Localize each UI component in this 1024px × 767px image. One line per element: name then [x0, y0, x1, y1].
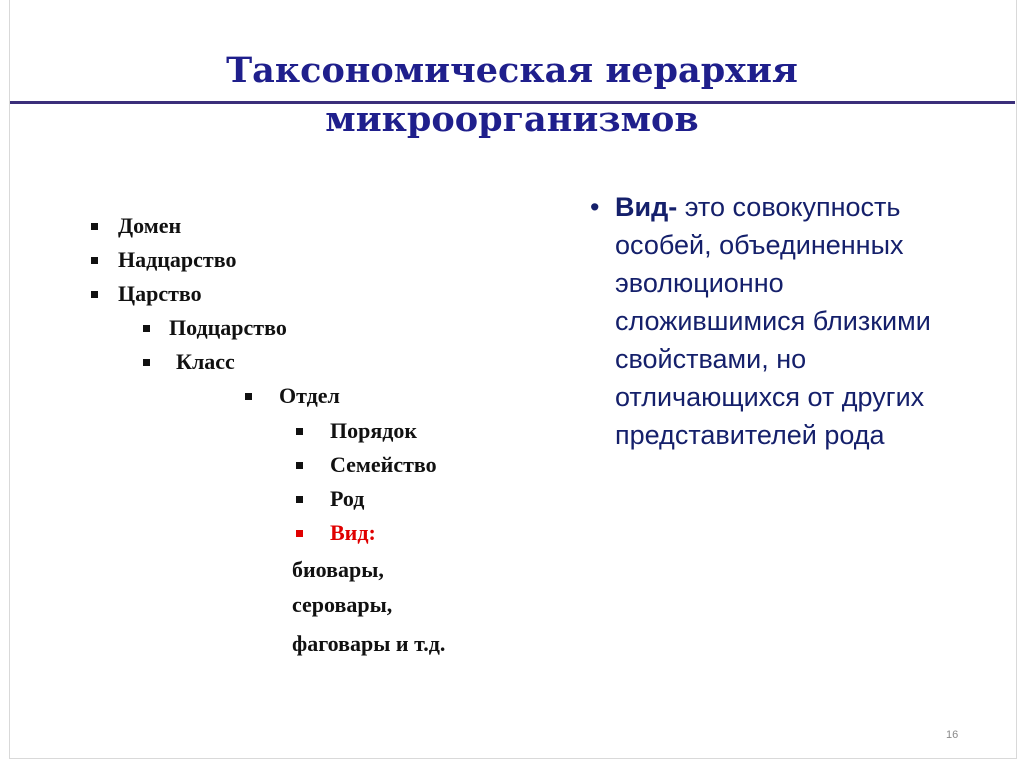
species-subtype: фаговары и т.д. [292, 631, 446, 656]
bullet-icon [296, 496, 303, 503]
taxonomy-item-subkingdom: Подцарство [169, 315, 287, 340]
bullet-icon: • [590, 192, 600, 222]
species-subtype: серовары, [292, 592, 393, 617]
taxonomy-item-class: Класс [176, 349, 235, 374]
taxonomy-item-species: Вид: [330, 520, 376, 545]
definition-term: Вид- [615, 192, 678, 222]
taxonomy-item-domain: Домен [118, 213, 182, 238]
bullet-icon [245, 393, 252, 400]
definition-text [615, 188, 970, 454]
slide-title-line-2: микроорганизмов [325, 99, 699, 140]
bullet-icon [296, 428, 303, 435]
bullet-icon [91, 223, 98, 230]
bullet-icon [296, 530, 303, 537]
taxonomy-item-order: Порядок [330, 418, 418, 443]
definition-body: это совокупность особей, объединенных эволюционно сложившимися близкими свойствами, но отличающихся от других представителей рода [615, 192, 931, 450]
taxonomy-item-superkingdom: Надцарство [118, 247, 237, 272]
taxonomy-item-family: Семейство [330, 452, 437, 477]
page-number: 16 [946, 729, 959, 741]
bullet-icon [91, 291, 98, 298]
taxonomy-item-genus: Род [330, 486, 365, 511]
bullet-icon [296, 462, 303, 469]
taxonomy-item-division: Отдел [279, 383, 340, 408]
taxonomy-item-kingdom: Царство [118, 281, 202, 306]
species-subtype: биовары, [292, 557, 384, 582]
bullet-icon [143, 359, 150, 366]
slide-title-line-1: Таксономическая иерархия [226, 50, 798, 91]
bullet-icon [143, 325, 150, 332]
bullet-icon [91, 257, 98, 264]
